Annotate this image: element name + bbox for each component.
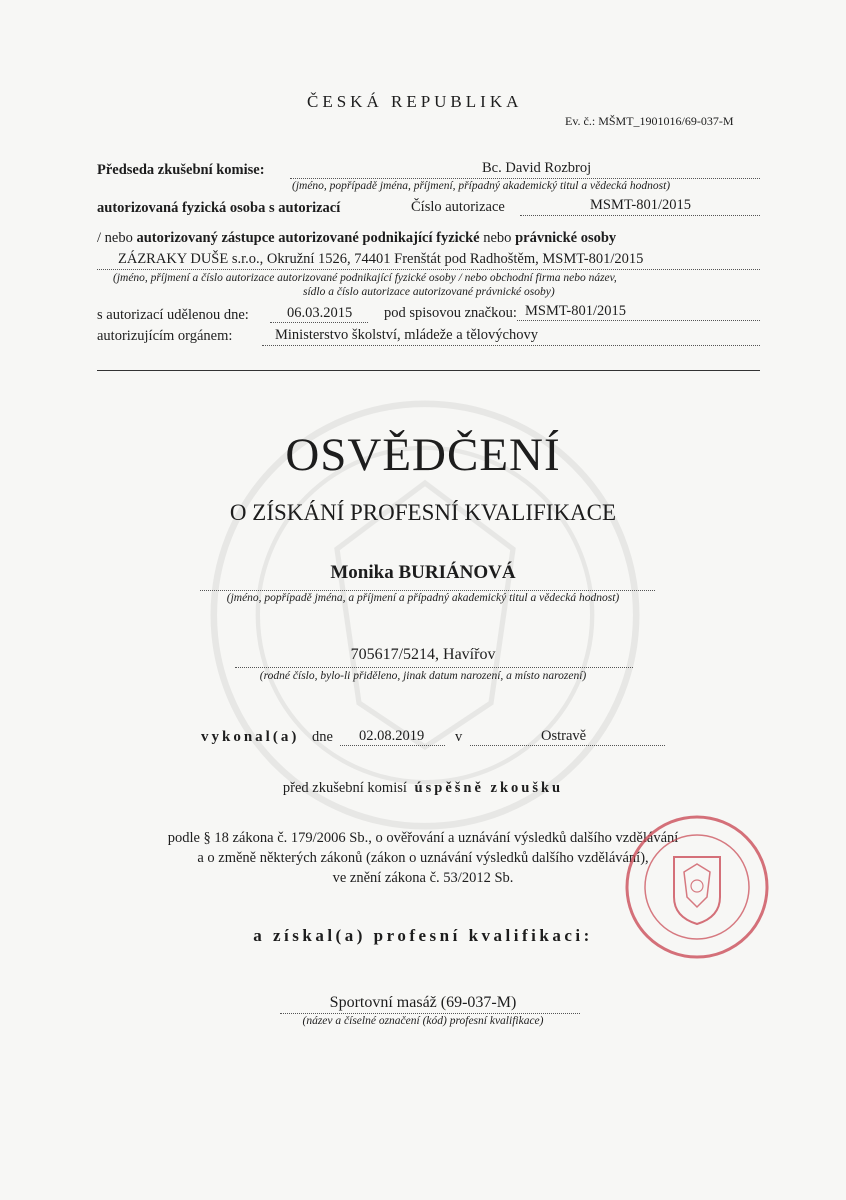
law-line-2: a o změně některých zákonů (zákon o uznávání výsledků dalšího vzdělávání), (197, 850, 649, 866)
auth-number-value: MSMT-801/2015 (590, 197, 691, 213)
chair-value: Bc. David Rozbroj (482, 160, 592, 176)
alt-prefix: / nebo (97, 230, 133, 246)
acquired-heading: a získal(a) profesní kvalifikaci: (253, 926, 593, 945)
company-value: ZÁZRAKY DUŠE s.r.o., Okružní 1526, 74401 Frenštát pod Radhoštěm, MSMT-801/2015 (118, 251, 644, 267)
auth-number-label: Číslo autorizace (411, 199, 505, 215)
holder-last-name: BURIÁNOVÁ (398, 562, 516, 583)
authority-value: Ministerstvo školství, mládeže a tělovýchovy (275, 327, 538, 343)
file-label: pod spisovou značkou: (384, 305, 517, 321)
country-heading: ČESKÁ REPUBLIKA (307, 92, 523, 111)
place-value: Ostravě (541, 728, 587, 744)
granted-line (270, 322, 368, 323)
company-hint-2: sídlo a číslo autorizace autorizované právnické osoby) (303, 286, 555, 298)
alt-bold-1: autorizovaný zástupce autorizované podnikající fyzické (136, 230, 480, 246)
exam-bold: úspěšně zkoušku (414, 780, 564, 796)
holder-hint: (jméno, popřípadě jména, a příjmení a případný akademický titul a vědecká hodnost) (226, 592, 620, 604)
birth-line (235, 667, 633, 668)
holder-name (0, 562, 846, 584)
birth-hint: (rodné číslo, bylo-li přiděleno, jinak datum narození, a místo narození) (259, 670, 587, 682)
granted-label: s autorizací udělenou dne: (97, 307, 249, 323)
auth-person-label: autorizovaná fyzická osoba s autorizací (97, 200, 341, 216)
law-line-1: podle § 18 zákona č. 179/2006 Sb., o ověřování a uznávání výsledků dalšího vzdělávání (167, 830, 679, 846)
chair-label: Předseda zkušební komise: (97, 162, 265, 178)
law-line-3: ve znění zákona č. 53/2012 Sb. (332, 870, 514, 886)
file-value: MSMT-801/2015 (525, 303, 626, 319)
company-line (97, 269, 760, 270)
qualification-value: Sportovní masáž (69-037-M) (329, 994, 517, 1011)
granted-value: 06.03.2015 (287, 305, 353, 321)
birth-value: 705617/5214, Havířov (350, 646, 496, 663)
qualification-line (280, 1013, 580, 1014)
alt-bold-2: právnické osoby (515, 230, 617, 246)
evidence-number: Ev. č.: MŠMT_1901016/69-037-M (565, 114, 734, 128)
place-label: v (455, 729, 463, 745)
place-line (470, 745, 665, 746)
authority-line (262, 345, 760, 346)
exam-line (0, 780, 846, 797)
official-stamp (622, 812, 772, 962)
header-divider (97, 370, 760, 371)
date-value: 02.08.2019 (359, 728, 425, 744)
holder-first-name: Monika (330, 562, 394, 583)
chair-line (290, 178, 760, 179)
company-hint-1: (jméno, příjmení a číslo autorizace autorizované podnikající fyzické osoby / nebo obchodní firma nebo název, (113, 272, 617, 284)
alt-line (97, 230, 616, 247)
date-label: dne (312, 729, 333, 745)
qualification-hint: (název a číselné označení (kód) profesní kvalifikace) (302, 1015, 544, 1027)
chair-hint: (jméno, popřípadě jména, příjmení, případný akademický titul a vědecká hodnost) (292, 180, 671, 192)
alt-mid: nebo (483, 230, 512, 246)
date-line (340, 745, 445, 746)
certificate-title: OSVĚDČENÍ (285, 429, 561, 481)
certificate-subtitle: O ZÍSKÁNÍ PROFESNÍ KVALIFIKACE (229, 500, 617, 525)
holder-line (200, 590, 655, 591)
exam-prefix: před zkušební komisí (282, 780, 407, 796)
performed-label: vykonal(a) (201, 729, 300, 745)
authority-label: autorizujícím orgánem: (97, 328, 233, 344)
file-line (517, 320, 760, 321)
auth-number-line (520, 215, 760, 216)
